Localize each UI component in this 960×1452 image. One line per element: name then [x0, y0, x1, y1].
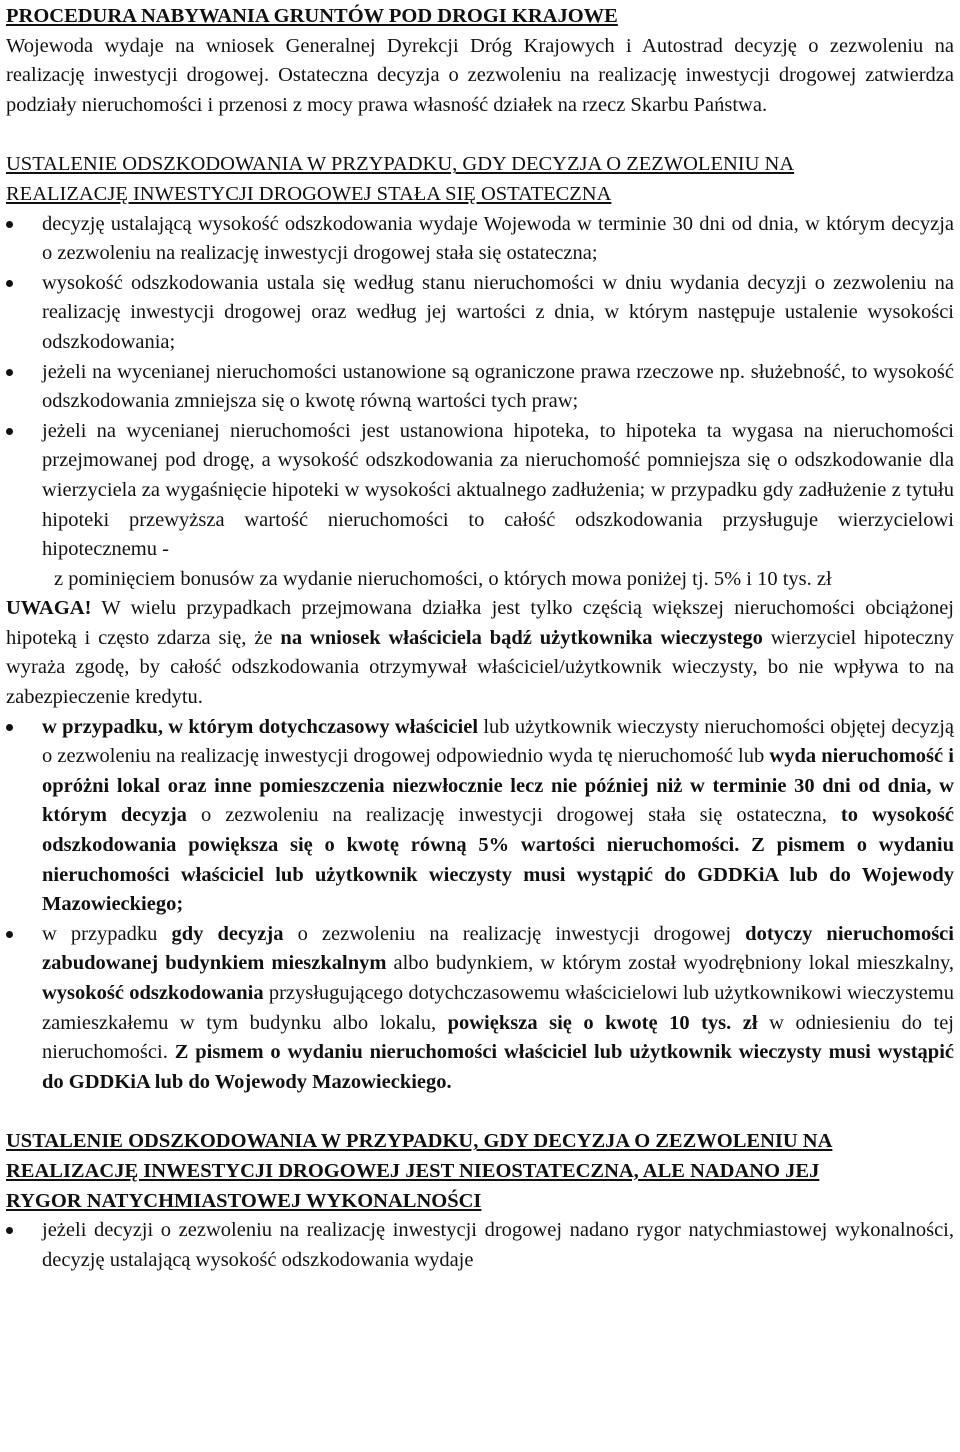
bullet-icon	[6, 369, 13, 376]
list-item: jeżeli decyzji o zezwoleniu na realizację inwestycji drogowej nadano rygor natychmiastowej wykonalności, decyzję ustalającą wysokość odszkodowania wydaje	[6, 1216, 954, 1275]
bullet-icon	[6, 221, 13, 228]
bonus-list	[6, 713, 954, 1098]
bullet-icon	[6, 931, 13, 938]
list-item: w przypadku gdy decyzja o zezwoleniu na realizację inwestycji drogowej dotyczy nieruchomości zabudowanej budynkiem mieszkalnym albo budynkiem, w którym został wyodrębniony lokal mieszkalny, wysokość odszkodowania przysługującego dotychczasowemu właścicielowi lub użytkownikowi wieczystemu zamieszkałemu w tym budynku albo lokalu, powiększa się o kwotę 10 tys. zł w odniesieniu do tej nieruchomości. Z pismem o wydaniu nieruchomości właściciel lub użytkownik wieczysty musi wystąpić do GDDKiA lub do Wojewody Mazowieckiego.	[6, 920, 954, 1098]
list-item: wysokość odszkodowania ustala się według stanu nieruchomości w dniu wydania decyzji o zezwoleniu na realizację inwestycji drogowej oraz według jej wartości z dnia, w którym następuje ustalenie wysokości odszkodowania;	[6, 269, 954, 358]
list-item: jeżeli na wycenianej nieruchomości ustanowione są ograniczone prawa rzeczowe np. służebność, to wysokość odszkodowania zmniejsza się o kwotę równą wartości tych praw;	[6, 358, 954, 417]
document-title: PROCEDURA NABYWANIA GRUNTÓW POD DROGI KRAJOWE	[6, 5, 618, 27]
intro-paragraph: Wojewoda wydaje na wniosek Generalnej Dyrekcji Dróg Krajowych i Autostrad decyzję o zezwoleniu na realizację inwestycji drogowej. Ostateczna decyzja o zezwoleniu na realizację inwestycji drogowej zatwierdza podziały nieruchomości i przenosi z mocy prawa własność działek na rzecz Skarbu Państwa.	[6, 34, 954, 116]
list-item: w przypadku, w którym dotychczasowy właściciel lub użytkownik wieczysty nieruchomości objętej decyzją o zezwoleniu na realizację inwestycji drogowej odpowiednio wyda tę nieruchomość lub wyda nieruchomość i opróżni lokal oraz inne pomieszczenia niezwłocznie lecz nie później niż w terminie 30 dni od dnia, w którym decyzja o zezwoleniu na realizację inwestycji drogowej stała się ostateczna, to wysokość odszkodowania powiększa się o kwotę równą 5% wartości nieruchomości. Z pismem o wydaniu nieruchomości właściciel lub użytkownik wieczysty musi wystąpić do GDDKiA lub do Wojewody Mazowieckiego;	[6, 713, 954, 920]
uwaga-note: UWAGA! W wielu przypadkach przejmowana działka jest tylko częścią większej nieruchomości obciążonej hipoteką i często zdarza się, że na wniosek właściciela bądź użytkownika wieczystego wierzyciel hipoteczny wyraża zgodę, by całość odszkodowania otrzymywał właściciel/użytkownik wieczysty, bo nie wpływa to na zabezpieczenie kredytu.	[6, 597, 954, 709]
list-item: jeżeli na wycenianej nieruchomości jest ustanowiona hipoteka, to hipoteka ta wygasa na nieruchomości przejmowanej pod drogę, a wysokość odszkodowania za nieruchomość pomniejsza się o odszkodowanie dla wierzyciela za wygaśnięcie hipoteki w wysokości aktualnego zadłużenia; w przypadku gdy zadłużenie z tytułu hipoteki przewyższa wartość nieruchomości to całość odszkodowania przysługuje wierzycielowi hipotecznemu - z pominięciem bonusów za wydanie nieruchomości, o których mowa poniżej tj. 5% i 10 tys. zł	[6, 417, 954, 595]
section-heading-immediate-enforceability: USTALENIE ODSZKODOWANIA W PRZYPADKU, GDY DECYZJA O ZEZWOLENIU NA REALIZACJĘ INWESTYCJI DROGOWEJ JEST NIEOSTATECZNA, ALE NADANO JEJ RYGOR NATYCHMIASTOWEJ WYKONALNOŚCI	[6, 1130, 833, 1212]
uwaga-label: UWAGA!	[6, 597, 92, 620]
bullet-icon	[6, 428, 13, 435]
final-decision-list	[6, 210, 954, 595]
bullet-icon	[6, 724, 13, 731]
list-item: decyzję ustalającą wysokość odszkodowania wydaje Wojewoda w terminie 30 dni od dnia, w którym decyzja o zezwoleniu na realizację inwestycji drogowej stała się ostateczna;	[6, 210, 954, 269]
bullet-icon	[6, 1227, 13, 1234]
bullet-icon	[6, 280, 13, 287]
section-heading-final-decision: USTALENIE ODSZKODOWANIA W PRZYPADKU, GDY DECYZJA O ZEZWOLENIU NA REALIZACJĘ INWESTYCJI DROGOWEJ STAŁA SIĘ OSTATECZNA	[6, 153, 795, 205]
immediate-enforceability-list	[6, 1216, 954, 1275]
